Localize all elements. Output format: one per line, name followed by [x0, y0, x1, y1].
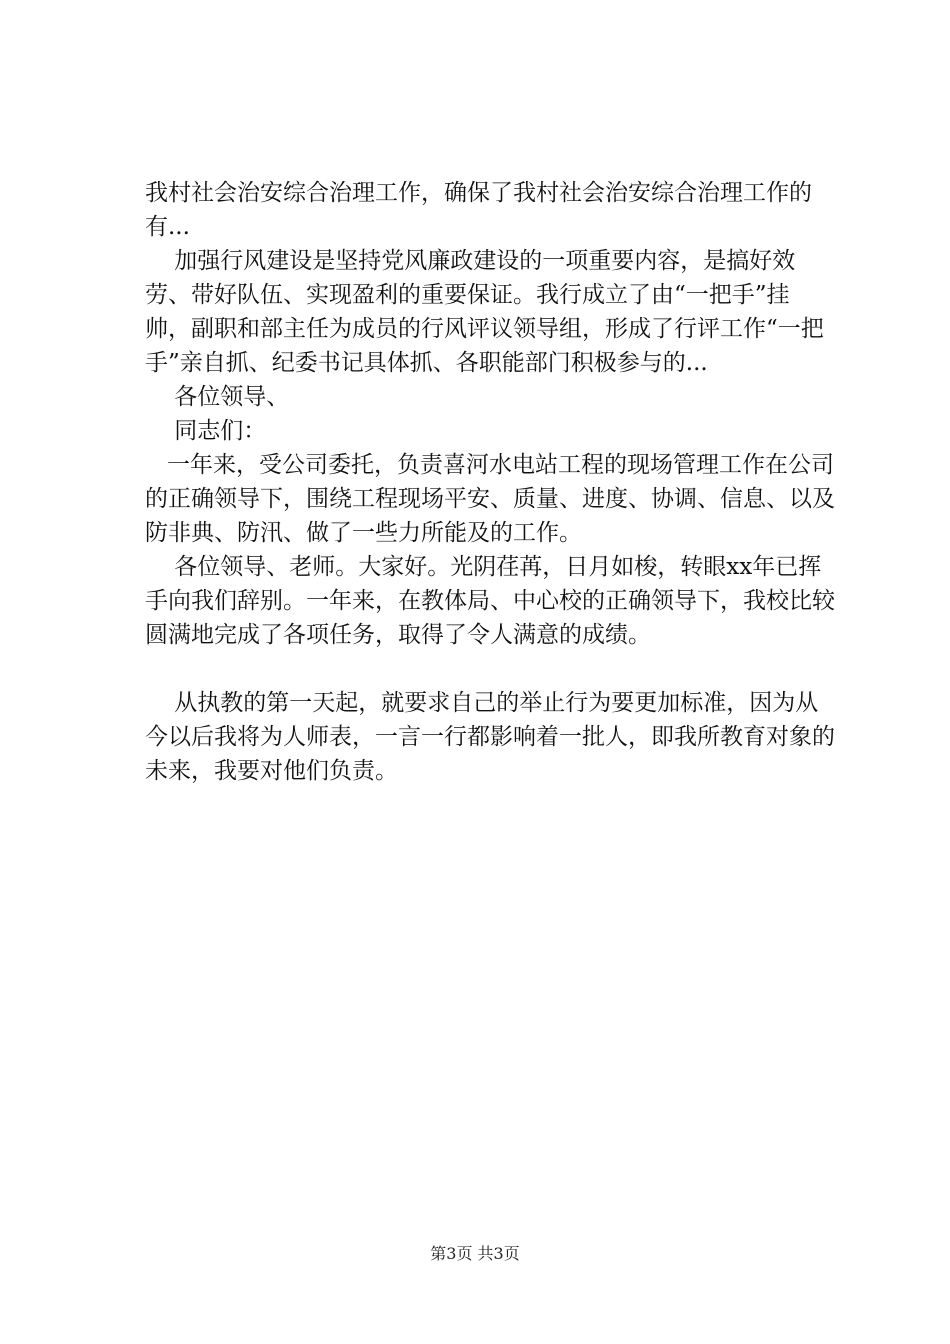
- paragraph-7: 从执教的第一天起，就要求自己的举止行为要更加标准，因为从今以后我将为人师表，一言一行都影响着一批人，即我所教育对象的未来，我要对他们负责。: [145, 690, 835, 784]
- paragraph-spacer: [145, 652, 835, 686]
- paragraph-5: 一年来，受公司委托，负责喜河水电站工程的现场管理工作在公司的正确领导下，围绕工程现场平安、质量、进度、协调、信息、以及防非典、防汛、做了一些力所能及的工作。: [145, 452, 835, 546]
- paragraph-1: 我村社会治安综合治理工作，确保了我村社会治安综合治理工作的有...: [145, 180, 812, 240]
- paragraph-3: 各位领导、: [145, 384, 290, 410]
- paragraph-4: 同志们：: [145, 418, 267, 444]
- paragraph-6: 各位领导、老师。大家好。光阴荏苒，日月如梭，转眼xx年已挥手向我们辞别。一年来，在教体局、中心校的正确领导下，我校比较圆满地完成了各项任务，取得了令人满意的成绩。: [145, 554, 835, 648]
- page-footer: 第3页 共3页: [430, 1244, 520, 1263]
- document-body: [145, 176, 835, 788]
- paragraph-2: 加强行风建设是坚持党风廉政建设的一项重要内容，是搞好效劳、带好队伍、实现盈利的重要保证。我行成立了由“一把手”挂帅，副职和部主任为成员的行风评议领导组，形成了行评工作“一把手”亲自抓、纪委书记具体抓、各职能部门积极参与的...: [145, 248, 824, 376]
